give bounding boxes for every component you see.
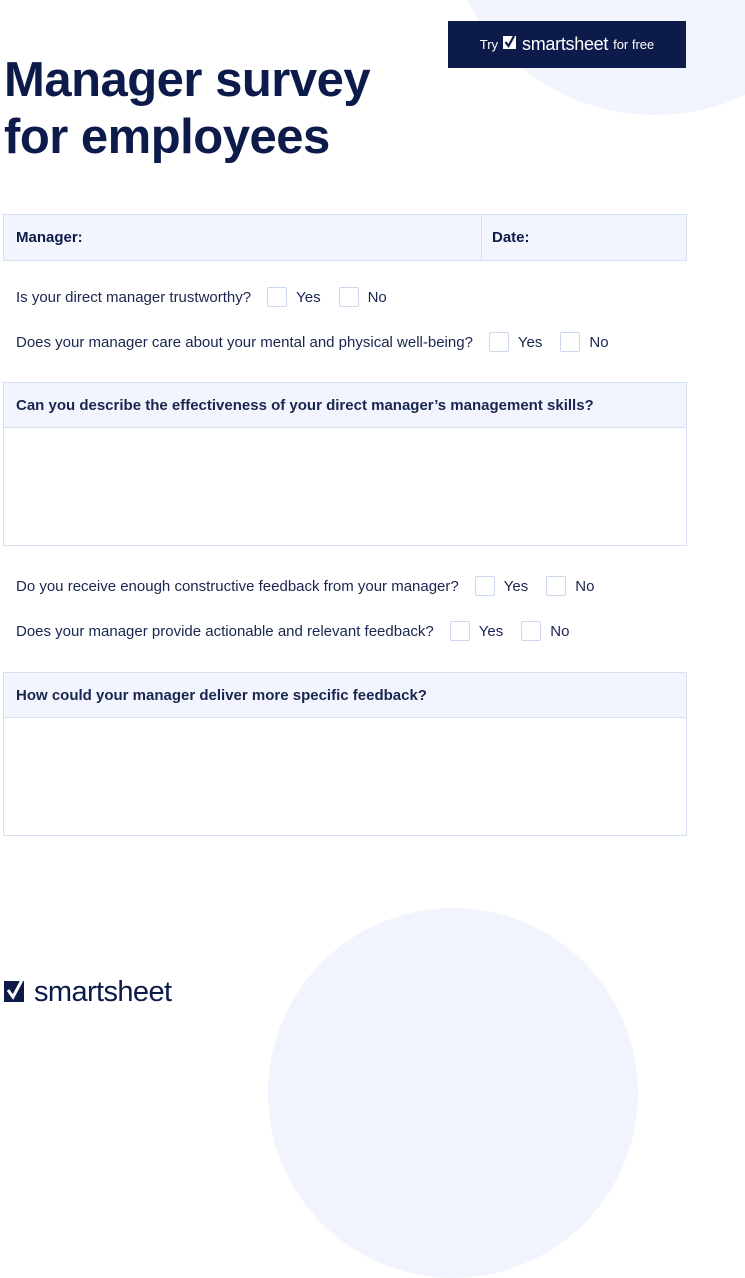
date-field[interactable] (482, 215, 686, 260)
no-label: No (589, 333, 609, 351)
yes-label: Yes (478, 622, 504, 640)
yes-checkbox[interactable] (475, 576, 495, 596)
option-no (521, 621, 569, 641)
option-yes (450, 621, 503, 641)
question-text: Does your manager care about your mental and physical well-being? (16, 333, 473, 351)
title-line-2: for employees (4, 110, 330, 164)
management-skills-textarea[interactable] (4, 428, 686, 545)
yes-label: Yes (503, 577, 529, 595)
specific-feedback-textarea[interactable] (4, 718, 686, 835)
no-checkbox[interactable] (521, 621, 541, 641)
footer-brand-text: smartsheet (34, 976, 172, 1008)
smartsheet-check-icon (4, 977, 26, 1008)
yes-label: Yes (296, 288, 321, 306)
question-wellbeing (16, 332, 627, 352)
question-constructive-feedback (16, 576, 612, 596)
option-no (560, 332, 608, 352)
question-text: Does your manager provide actionable and relevant feedback? (16, 622, 434, 640)
date-label: Date: (492, 229, 530, 246)
no-label: No (367, 288, 387, 306)
yes-label: Yes (517, 333, 543, 351)
try-smartsheet-banner[interactable] (448, 21, 686, 68)
specific-feedback-section (3, 672, 687, 836)
question-text: Is your direct manager trustworthy? (16, 288, 252, 306)
no-label: No (575, 577, 595, 595)
option-yes (489, 332, 542, 352)
banner-brand-text: smartsheet (522, 34, 609, 54)
section-header: How could your manager deliver more specific feedback? (4, 673, 686, 718)
yes-checkbox[interactable] (267, 287, 287, 307)
manager-date-row (3, 214, 687, 261)
question-actionable-feedback (16, 621, 587, 641)
option-yes (267, 287, 320, 307)
no-checkbox[interactable] (339, 287, 359, 307)
footer-smartsheet-logo (4, 976, 171, 1009)
banner-suffix-text: for free (613, 37, 655, 52)
background-circle-bottom (268, 908, 638, 1278)
management-skills-section (3, 382, 687, 546)
page-title (4, 52, 444, 166)
option-no (546, 576, 594, 596)
no-checkbox[interactable] (560, 332, 580, 352)
no-label: No (550, 622, 570, 640)
question-trustworthy (16, 287, 405, 307)
smartsheet-check-icon (503, 34, 517, 55)
banner-try-text: Try (479, 37, 499, 52)
option-no (339, 287, 387, 307)
yes-checkbox[interactable] (489, 332, 509, 352)
section-header: Can you describe the effectiveness of your direct manager’s management skills? (4, 383, 686, 428)
question-text: Do you receive enough constructive feedback from your manager? (16, 577, 459, 595)
manager-label: Manager: (16, 229, 83, 246)
title-line-1: Manager survey (4, 53, 371, 107)
yes-checkbox[interactable] (450, 621, 470, 641)
no-checkbox[interactable] (546, 576, 566, 596)
manager-field[interactable] (4, 215, 482, 260)
option-yes (475, 576, 528, 596)
